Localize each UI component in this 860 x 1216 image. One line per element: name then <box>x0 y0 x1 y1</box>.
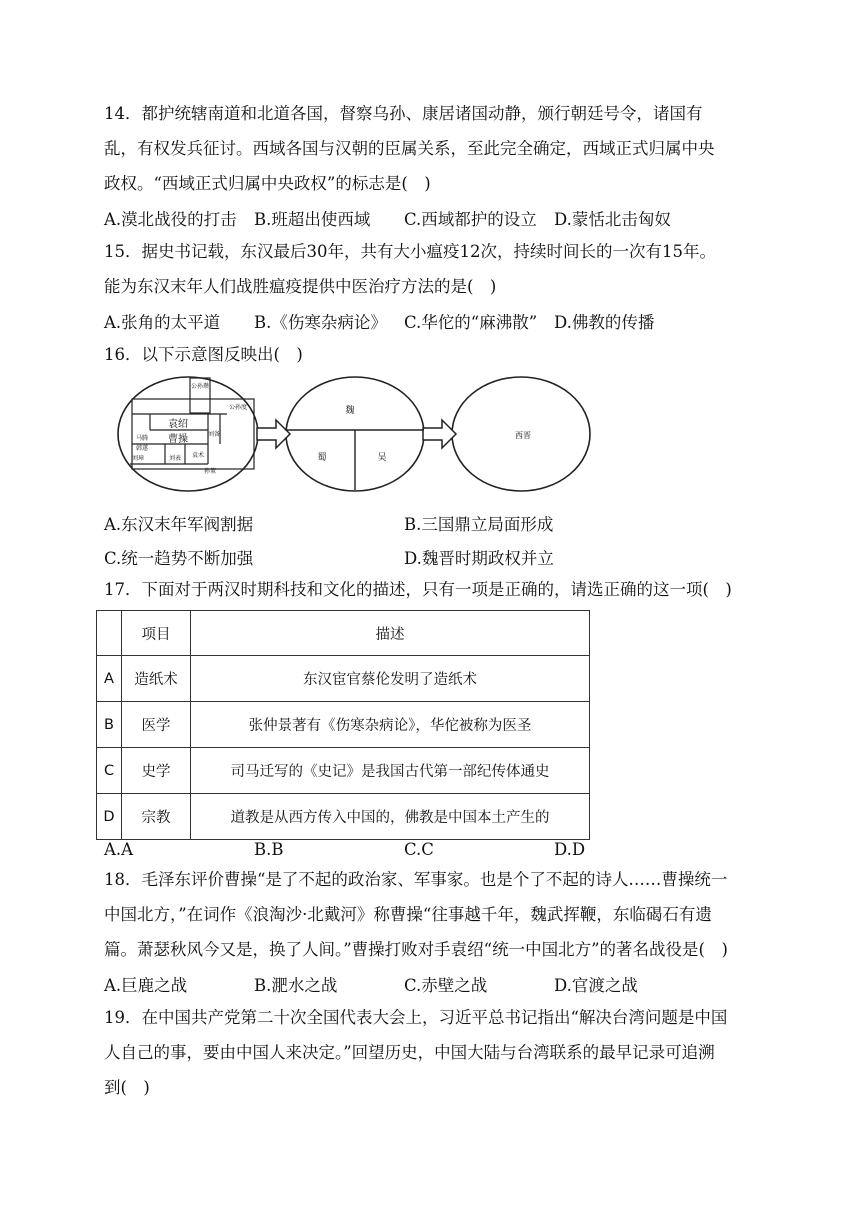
label-yuan-shao: 袁绍 <box>168 419 188 430</box>
label-wu: 吴 <box>377 453 387 463</box>
q18-line-2: 中国北方，”在词作《浪淘沙·北戴河》称曹操“往事越千年，魏武挥鞭，东临碣石有遗 <box>104 905 712 924</box>
label-han-sui: 韩遂 <box>135 445 149 452</box>
q16-option-b[interactable]: B.三国鼎立局面形成 <box>404 515 554 534</box>
q17-option-b[interactable]: B.B <box>254 840 284 859</box>
label-ma-teng: 马腾 <box>135 435 149 442</box>
q14-option-c[interactable]: C.西域都护的设立 <box>404 210 537 229</box>
q16-stem: 16．以下示意图反映出( ) <box>104 345 303 364</box>
table-row <box>97 794 590 840</box>
q15-option-d[interactable]: D.佛教的传播 <box>554 313 655 332</box>
table-cell: 张仲景著有《伤寒杂病论》，华佗被称为医圣 <box>191 702 590 748</box>
label-wei: 魏 <box>345 406 355 416</box>
q19-line-1: 19．在中国共产党第二十次全国代表大会上，习近平总书记指出“解决台湾问题是中国 <box>104 1008 728 1027</box>
q18-option-b[interactable]: B.淝水之战 <box>254 976 338 995</box>
q18-option-c[interactable]: C.赤壁之战 <box>404 976 488 995</box>
q18-line-1: 18．毛泽东评价曹操“是了不起的政治家、军事家。也是个了不起的诗人……曹操统一 <box>104 870 728 889</box>
q15-line-1: 15．据史书记载，东汉最后30年，共有大小瘟疫12次，持续时间长的一次有15年。 <box>104 242 716 261</box>
q17-option-c[interactable]: C.C <box>404 840 434 859</box>
arrow-icon-1 <box>257 420 290 448</box>
label-liu-biao: 刘表 <box>168 455 182 462</box>
q18-line-3: 篇。萧瑟秋风今又是，换了人间。”曹操打败对手袁绍“统一中国北方”的著名战役是( ) <box>104 940 728 959</box>
q19-line-3: 到( ) <box>104 1078 150 1097</box>
table-row <box>97 748 590 794</box>
q14-line-1: 14．都护统辖南道和北道各国，督察乌孙、康居诸国动静，颁行朝廷号令，诸国有 <box>104 104 703 123</box>
table-cell: C <box>97 748 122 794</box>
label-gongsun-du: 公孙度 <box>228 404 248 411</box>
label-shu: 蜀 <box>317 453 327 463</box>
table-cell: 史学 <box>122 748 191 794</box>
q18-option-d[interactable]: D.官渡之战 <box>554 976 638 995</box>
label-liu-bei: 刘备 <box>207 431 221 438</box>
table-header-desc: 描述 <box>191 611 590 656</box>
q14-option-b[interactable]: B.班超出使西域 <box>254 210 371 229</box>
q14-line-3: 政权。“西域正式归属中央政权”的标志是( ) <box>104 174 431 193</box>
q19-line-2: 人自己的事，要由中国人来决定。”回望历史，中国大陆与台湾联系的最早记录可追溯 <box>104 1043 715 1062</box>
label-gongsun-zan: 公孙瓒 <box>190 383 210 390</box>
arrow-icon-2 <box>423 420 456 448</box>
table-cell: 医学 <box>122 702 191 748</box>
q15-option-b[interactable]: B.《伤寒杂病论》 <box>254 313 387 332</box>
q17-stem: 17．下面对于两汉时期科技和文化的描述，只有一项是正确的，请选正确的这一项( ) <box>104 580 732 599</box>
table-row <box>97 656 590 702</box>
table-cell: 道教是从西方传入中国的，佛教是中国本土产生的 <box>191 794 590 840</box>
table-cell: 东汉宦官蔡伦发明了造纸术 <box>191 656 590 702</box>
q15-line-2: 能为东汉末年人们战胜瘟疫提供中医治疗方法的是( ) <box>104 277 497 296</box>
q14-option-d[interactable]: D.蒙恬北击匈奴 <box>554 210 671 229</box>
label-liu-zhang: 刘璋 <box>131 455 145 462</box>
label-sun-ce: 孙策 <box>203 468 217 475</box>
table-row <box>97 702 590 748</box>
table-cell: 宗教 <box>122 794 191 840</box>
label-yuan-shu: 袁术 <box>191 452 205 459</box>
q17-option-a[interactable]: A.A <box>104 840 134 859</box>
table-header-key <box>97 611 122 656</box>
q16-option-d[interactable]: D.魏晋时期政权并立 <box>404 549 554 568</box>
table-cell: B <box>97 702 122 748</box>
q17-table <box>96 610 590 840</box>
label-xi-jin: 西晋 <box>515 431 531 440</box>
table-cell: 造纸术 <box>122 656 191 702</box>
q18-option-a[interactable]: A.巨鹿之战 <box>104 976 188 995</box>
label-cao-cao: 曹操 <box>168 434 188 445</box>
q16-diagram <box>110 374 630 500</box>
q15-option-a[interactable]: A.张角的太平道 <box>104 313 221 332</box>
table-cell: A <box>97 656 122 702</box>
table-cell: D <box>97 794 122 840</box>
q14-option-a[interactable]: A.漠北战役的打击 <box>104 210 237 229</box>
q14-line-2: 乱，有权发兵征讨。西域各国与汉朝的臣属关系，至此完全确定，西域正式归属中央 <box>104 139 715 158</box>
table-header-item: 项目 <box>122 611 191 656</box>
q17-option-d[interactable]: D.D <box>554 840 586 859</box>
q15-option-c[interactable]: C.华佗的“麻沸散” <box>404 313 538 332</box>
table-cell: 司马迁写的《史记》是我国古代第一部纪传体通史 <box>191 748 590 794</box>
q16-option-a[interactable]: A.东汉末年军阀割据 <box>104 515 254 534</box>
q16-option-c[interactable]: C.统一趋势不断加强 <box>104 549 254 568</box>
